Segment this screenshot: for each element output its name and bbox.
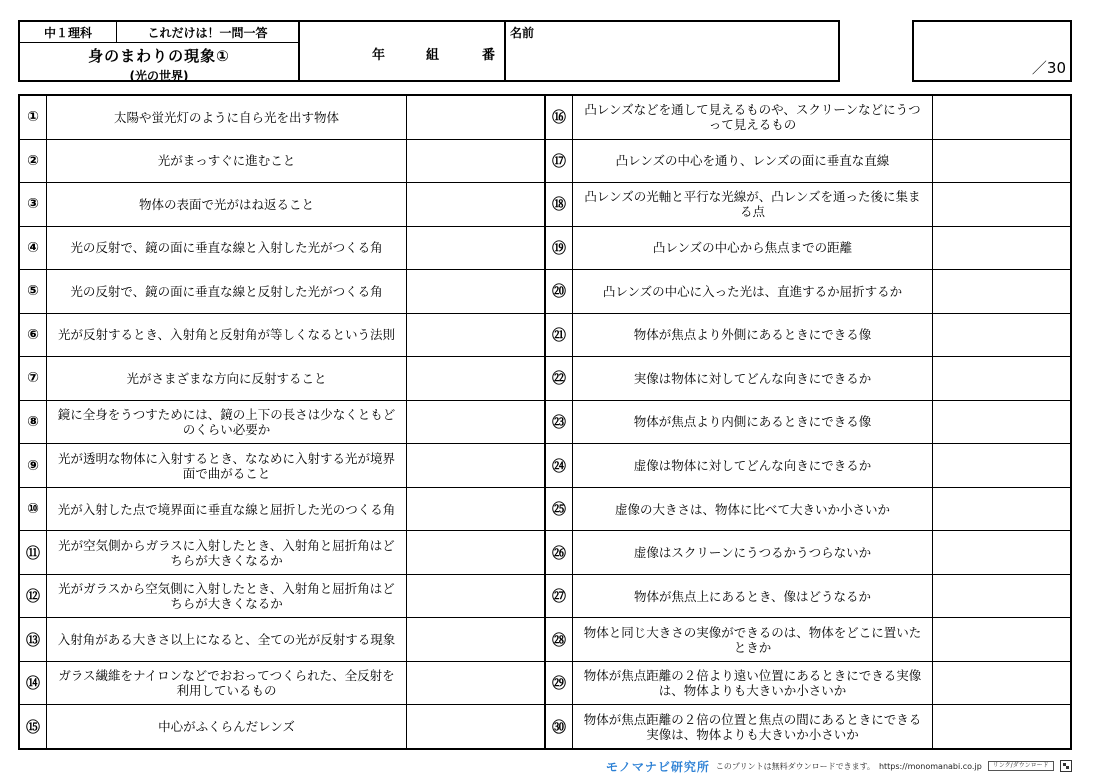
answer-cell[interactable]	[407, 183, 544, 226]
class-label: 組	[426, 48, 440, 63]
question-number: ㉗	[546, 575, 573, 618]
worksheet-subtitle: (光の世界)	[129, 69, 189, 83]
question-row	[546, 488, 1070, 532]
question-text: 光の反射で、鏡の面に垂直な線と反射した光がつくる角	[47, 270, 407, 313]
question-text: 太陽や蛍光灯のように自ら光を出す物体	[47, 96, 407, 139]
question-number: ⑧	[20, 401, 47, 444]
worksheet-title: 身のまわりの現象①	[88, 47, 230, 65]
question-number: ⑲	[546, 227, 573, 270]
question-number: ㉙	[546, 662, 573, 705]
question-text: 物体が焦点距離の２倍の位置と焦点の間にあるときにできる実像は、物体よりも大きいか小さいか	[573, 705, 933, 748]
question-row	[20, 618, 544, 662]
question-text: 凸レンズの中心に入った光は、直進するか屈折するか	[573, 270, 933, 313]
footer	[606, 758, 1094, 774]
question-row	[546, 444, 1070, 488]
question-text: ガラス繊維をナイロンなどでおおってつくられた、全反射を利用しているもの	[47, 662, 407, 705]
question-number: ⑬	[20, 618, 47, 661]
question-row	[546, 227, 1070, 271]
brand-logo[interactable]: モノマナビ研究所	[606, 759, 710, 774]
question-text: 物体が焦点より内側にあるときにできる像	[573, 401, 933, 444]
question-row	[20, 662, 544, 706]
answer-cell[interactable]	[933, 444, 1070, 487]
class-info-field[interactable]	[300, 22, 506, 80]
answer-cell[interactable]	[933, 488, 1070, 531]
question-row	[546, 270, 1070, 314]
question-row	[20, 488, 544, 532]
answer-cell[interactable]	[407, 705, 544, 748]
answer-cell[interactable]	[407, 618, 544, 661]
question-number: ⑫	[20, 575, 47, 618]
question-number: ③	[20, 183, 47, 226]
question-number: ⑪	[20, 531, 47, 574]
question-text: 光が反射するとき、入射角と反射角が等しくなるという法則	[47, 314, 407, 357]
question-row	[20, 314, 544, 358]
worksheet-header	[18, 20, 840, 82]
answer-cell[interactable]	[407, 140, 544, 183]
series-label: これだけは！一問一答	[147, 25, 268, 40]
download-notice: このプリントは無料ダウンロードできます。	[715, 761, 875, 771]
question-number: ㉔	[546, 444, 573, 487]
question-row	[546, 662, 1070, 706]
question-number: ㉘	[546, 618, 573, 661]
question-row	[546, 401, 1070, 445]
question-text: 中心がふくらんだレンズ	[47, 705, 407, 748]
question-row	[20, 575, 544, 619]
answer-cell[interactable]	[407, 531, 544, 574]
question-text: 実像は物体に対してどんな向きにできるか	[573, 357, 933, 400]
name-field[interactable]	[506, 22, 838, 80]
question-text: 物体が焦点より外側にあるときにできる像	[573, 314, 933, 357]
question-number: ②	[20, 140, 47, 183]
question-text: 光が空気側からガラスに入射したとき、入射角と屈折角はどちらが大きくなるか	[47, 531, 407, 574]
question-row	[546, 705, 1070, 748]
question-text: 鏡に全身をうつすためには、鏡の上下の長さは少なくともどのくらい必要か	[47, 401, 407, 444]
question-row	[20, 357, 544, 401]
answer-cell[interactable]	[933, 357, 1070, 400]
answer-cell[interactable]	[933, 270, 1070, 313]
question-text: 光が透明な物体に入射するとき、ななめに入射する光が境界面で曲がること	[47, 444, 407, 487]
answer-cell[interactable]	[407, 357, 544, 400]
title-block	[20, 22, 300, 83]
question-number: ⑨	[20, 444, 47, 487]
question-text: 凸レンズなどを通して見えるものや、スクリーンなどにうつって見えるもの	[573, 96, 933, 139]
question-text: 光がさまざまな方向に反射すること	[47, 357, 407, 400]
question-column-left	[20, 96, 546, 748]
question-text: 虚像はスクリーンにうつるかうつらないか	[573, 531, 933, 574]
subject-label: 中１理科	[20, 22, 117, 42]
answer-cell[interactable]	[407, 270, 544, 313]
question-row	[20, 531, 544, 575]
question-text: 光の反射で、鏡の面に垂直な線と入射した光がつくる角	[47, 227, 407, 270]
download-badge: リンク/ダウンロード	[988, 761, 1054, 771]
question-row	[546, 314, 1070, 358]
question-number: ⑭	[20, 662, 47, 705]
answer-cell[interactable]	[407, 575, 544, 618]
answer-cell[interactable]	[407, 444, 544, 487]
question-text: 光が入射した点で境界面に垂直な線と屈折した光のつくる角	[47, 488, 407, 531]
question-number: ㉕	[546, 488, 573, 531]
answer-cell[interactable]	[407, 401, 544, 444]
question-row	[20, 705, 544, 748]
question-row	[546, 140, 1070, 184]
question-number: ㉚	[546, 705, 573, 748]
score-box[interactable]	[912, 20, 1072, 82]
name-label: 名前	[510, 26, 535, 40]
number-label: 番	[482, 48, 496, 63]
question-number: ㉖	[546, 531, 573, 574]
answer-cell[interactable]	[933, 227, 1070, 270]
answer-cell[interactable]	[407, 314, 544, 357]
question-row	[546, 618, 1070, 662]
question-row	[546, 531, 1070, 575]
question-row	[20, 444, 544, 488]
answer-cell[interactable]	[933, 140, 1070, 183]
question-text: 凸レンズの中心を通り、レンズの面に垂直な直線	[573, 140, 933, 183]
question-text: 光がガラスから空気側に入射したとき、入射角と屈折角はどちらが大きくなるか	[47, 575, 407, 618]
question-row	[20, 140, 544, 184]
question-number: ㉓	[546, 401, 573, 444]
answer-cell[interactable]	[933, 705, 1070, 748]
question-number: ④	[20, 227, 47, 270]
question-number: ⑱	[546, 183, 573, 226]
question-row	[20, 270, 544, 314]
answer-cell[interactable]	[933, 618, 1070, 661]
question-number: ⑯	[546, 96, 573, 139]
answer-cell[interactable]	[933, 662, 1070, 705]
question-row	[546, 96, 1070, 140]
question-number: ㉑	[546, 314, 573, 357]
question-row	[546, 183, 1070, 227]
answer-cell[interactable]	[407, 662, 544, 705]
answer-cell[interactable]	[933, 575, 1070, 618]
answer-cell[interactable]	[407, 488, 544, 531]
question-row	[20, 96, 544, 140]
question-number: ⑥	[20, 314, 47, 357]
question-number: ㉒	[546, 357, 573, 400]
question-number: ⑤	[20, 270, 47, 313]
question-number: ⑦	[20, 357, 47, 400]
question-number: ①	[20, 96, 47, 139]
question-text: 虚像の大きさは、物体に比べて大きいか小さいか	[573, 488, 933, 531]
question-text: 物体が焦点上にあるとき、像はどうなるか	[573, 575, 933, 618]
answer-cell[interactable]	[933, 183, 1070, 226]
question-text: 虚像は物体に対してどんな向きにできるか	[573, 444, 933, 487]
question-row	[20, 227, 544, 271]
question-text: 凸レンズの中心から焦点までの距離	[573, 227, 933, 270]
question-row	[20, 183, 544, 227]
question-row	[546, 575, 1070, 619]
answer-cell[interactable]	[933, 314, 1070, 357]
question-text: 光がまっすぐに進むこと	[47, 140, 407, 183]
question-text: 物体と同じ大きさの実像ができるのは、物体をどこに置いたときか	[573, 618, 933, 661]
question-number: ⑳	[546, 270, 573, 313]
question-row	[20, 401, 544, 445]
qr-code-icon	[1060, 760, 1072, 772]
question-text: 物体の表面で光がはね返ること	[47, 183, 407, 226]
site-url[interactable]: https://monomanabi.co.jp	[878, 761, 982, 771]
question-row	[546, 357, 1070, 401]
question-text: 凸レンズの光軸と平行な光線が、凸レンズを通った後に集まる点	[573, 183, 933, 226]
question-column-right	[546, 96, 1070, 748]
question-text: 入射角がある大きさ以上になると、全ての光が反射する現象	[47, 618, 407, 661]
question-text: 物体が焦点距離の２倍より遠い位置にあるときにできる実像は、物体よりも大きいか小さいか	[573, 662, 933, 705]
score-total: ／30	[1031, 59, 1066, 77]
question-number: ⑮	[20, 705, 47, 748]
answer-cell[interactable]	[933, 401, 1070, 444]
answer-cell[interactable]	[933, 531, 1070, 574]
question-number: ⑩	[20, 488, 47, 531]
answer-cell[interactable]	[933, 96, 1070, 139]
answer-cell[interactable]	[407, 96, 544, 139]
answer-cell[interactable]	[407, 227, 544, 270]
question-table	[18, 94, 1072, 750]
question-number: ⑰	[546, 140, 573, 183]
grade-label: 年	[372, 48, 386, 63]
